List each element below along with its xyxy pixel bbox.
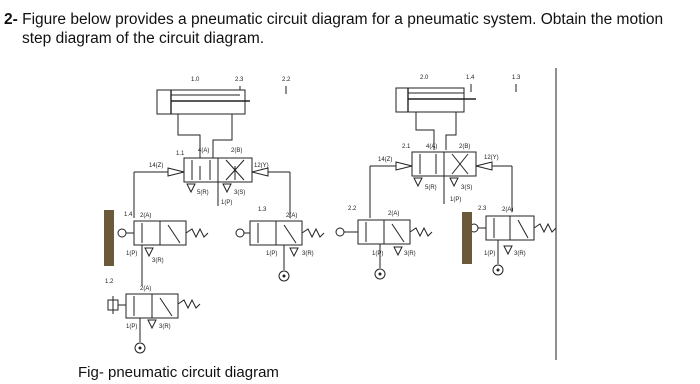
left-main-valve: [134, 148, 290, 206]
left-port-4a: 4(A): [198, 148, 210, 154]
right-cam-block: [462, 212, 472, 264]
left-valve-b-label: 1.3: [258, 207, 267, 213]
left-port-2b: 2(B): [231, 148, 243, 154]
left-circuit: [104, 77, 324, 353]
right-port-12y: 12(Y): [484, 155, 499, 161]
left-valve-c-port-2a: 2(A): [140, 286, 152, 292]
left-cylinder-label: 1.0: [191, 77, 200, 83]
right-valve-b-port-3r: 3(R): [514, 251, 526, 257]
left-port-1p: 1(P): [221, 200, 233, 206]
right-port-4a: 4(A): [426, 144, 438, 150]
right-valve-a-port-1p: 1(P): [372, 251, 384, 257]
left-main-valve-label: 1.1: [176, 151, 185, 157]
right-valve-b-label: 2.3: [478, 206, 487, 212]
left-port-3s: 3(S): [234, 190, 246, 196]
question-line-1: Figure below provides a pneumatic circuit diagram for a pneumatic system. Obtain the motion: [22, 11, 664, 28]
left-valve-c: [105, 279, 200, 353]
left-valve-b: [236, 207, 324, 281]
right-valve-b: [470, 206, 556, 275]
right-port-14z: 14(Z): [378, 157, 393, 163]
right-valve-a-port-2a: 2(A): [388, 211, 400, 217]
left-cam-block: [104, 210, 114, 266]
left-valve-b-port-2a: 2(A): [286, 213, 298, 219]
left-port-5r: 5(R): [197, 190, 209, 196]
right-top-label-1: 1.4: [466, 75, 475, 81]
right-port-1p: 1(P): [450, 197, 462, 203]
right-valve-b-port-2a: 2(A): [502, 207, 514, 213]
question-number: 2-: [4, 11, 18, 28]
left-valve-a-port-2a: 2(A): [140, 213, 152, 219]
left-valve-a-port-3r: 3(R): [152, 258, 164, 264]
right-valve-a-port-3r: 3(R): [404, 251, 416, 257]
left-valve-c-port-1p: 1(P): [126, 324, 138, 330]
right-valve-a-label: 2.2: [348, 206, 357, 212]
left-valve-a-label: 1.4: [124, 212, 133, 218]
right-cylinder: [396, 88, 476, 112]
right-main-valve-label: 2.1: [402, 144, 411, 150]
question-line-2: step diagram of the circuit diagram.: [22, 30, 265, 47]
left-valve-a: [118, 212, 208, 264]
left-valve-b-port-1p: 1(P): [266, 251, 278, 257]
right-valve-a: [336, 206, 432, 279]
right-circuit: [336, 68, 556, 360]
left-cylinder-body: [157, 90, 245, 114]
left-valve-c-label: 1.2: [105, 279, 114, 285]
left-port-14z: 14(Z): [149, 163, 164, 169]
left-port-12y: 12(Y): [254, 163, 269, 169]
left-top-label-1: 2.3: [235, 77, 244, 83]
right-port-5r: 5(R): [425, 185, 437, 191]
right-top-label-2: 1.3: [512, 75, 521, 81]
right-valve-b-port-1p: 1(P): [484, 251, 496, 257]
left-top-label-2: 2.2: [282, 77, 291, 83]
right-port-3s: 3(S): [461, 185, 473, 191]
right-main-valve: [370, 144, 512, 204]
right-cylinder-label: 2.0: [420, 75, 429, 81]
left-cylinder: [157, 90, 250, 114]
right-port-2b: 2(B): [459, 144, 471, 150]
left-valve-a-port-1p: 1(P): [126, 251, 138, 257]
left-valve-c-port-3r: 3(R): [159, 324, 171, 330]
figure-caption: Fig- pneumatic circuit diagram: [78, 364, 279, 381]
left-valve-b-port-3r: 3(R): [302, 251, 314, 257]
